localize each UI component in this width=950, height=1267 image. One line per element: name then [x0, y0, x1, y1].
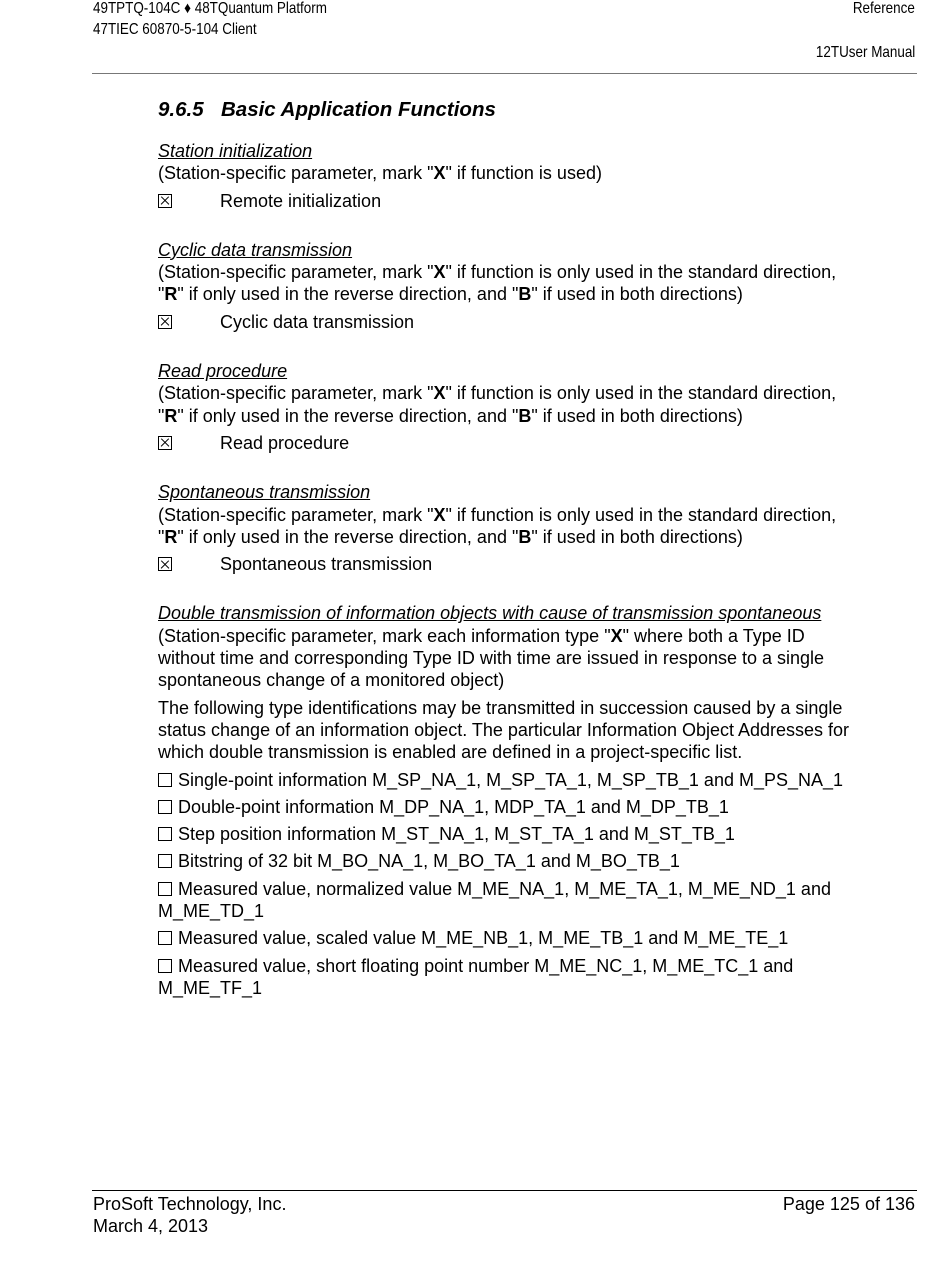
station-init-option	[158, 190, 858, 212]
empty-box-icon	[158, 827, 172, 841]
double-tx-title: Double transmission of information objects with cause of transmission spontaneous	[158, 603, 822, 624]
read-title: Read procedure	[158, 361, 288, 382]
header-product: 49TPTQ-104C ♦ 48TQuantum Platform	[93, 0, 327, 17]
spontaneous-title: Spontaneous transmission	[158, 482, 371, 503]
double-tx-paragraph: The following type identifications may be transmitted in succession caused by a single status change of an information object. The particular Information Object Addresses for which double transmission is enabled are defined in a project-specific list.	[158, 697, 850, 763]
checked-box-icon	[158, 557, 172, 571]
footer-date: March 4, 2013	[93, 1216, 209, 1236]
option-label: Cyclic data transmission	[220, 311, 415, 332]
section-title: Basic Application Functions	[221, 98, 496, 121]
type-id-option: Double-point information M_DP_NA_1, MDP_TA_1 and M_DP_TB_1	[158, 796, 858, 818]
cyclic-title: Cyclic data transmission	[158, 239, 353, 260]
header-protocol: 47TIEC 60870-5-104 Client	[93, 21, 257, 38]
empty-box-icon	[158, 882, 172, 896]
footer-page-number: Page 125 of 136	[782, 1194, 915, 1214]
section-number: 9.6.5	[158, 98, 204, 121]
double-tx-desc: (Station-specific parameter, mark each information type "X" where both a Type ID without time and corresponding Type ID with time are issued in response to a single spontaneous change of a monitored object)	[158, 625, 825, 691]
checked-box-icon	[158, 194, 172, 208]
checked-box-icon	[158, 315, 172, 329]
type-id-option: Measured value, normalized value M_ME_NA_1, M_ME_TA_1, M_ME_ND_1 and M_ME_TD_1	[158, 878, 831, 922]
header-divider	[92, 73, 917, 74]
section-heading	[158, 97, 858, 123]
cyclic-option	[158, 311, 858, 333]
spontaneous-desc: (Station-specific parameter, mark "X" if function is only used in the standard direction, "R" if only used in the reverse direction, and "B" if used in both directions)	[158, 504, 837, 547]
option-label: Spontaneous transmission	[220, 554, 433, 575]
header-manual: 12TUser Manual	[815, 44, 915, 61]
footer-company: ProSoft Technology, Inc.	[93, 1194, 287, 1214]
station-init-title: Station initialization	[158, 141, 313, 161]
type-id-option: Single-point information M_SP_NA_1, M_SP_TA_1, M_SP_TB_1 and M_PS_NA_1	[158, 769, 858, 791]
empty-box-icon	[158, 854, 172, 868]
spontaneous-option	[158, 553, 858, 575]
type-id-option: Measured value, scaled value M_ME_NB_1, M_ME_TB_1 and M_ME_TE_1	[158, 927, 858, 949]
empty-box-icon	[158, 800, 172, 814]
empty-box-icon	[158, 959, 172, 973]
read-desc: (Station-specific parameter, mark "X" if function is only used in the standard direction, "R" if only used in the reverse direction, and "B" if used in both directions)	[158, 383, 837, 426]
read-option	[158, 432, 858, 454]
station-init-desc: (Station-specific parameter, mark "X" if function is used)	[158, 163, 602, 184]
type-id-option: Step position information M_ST_NA_1, M_ST_TA_1 and M_ST_TB_1	[158, 823, 858, 845]
empty-box-icon	[158, 773, 172, 787]
header-section: Reference	[852, 0, 915, 17]
option-label: Read procedure	[220, 432, 350, 453]
footer-divider	[92, 1190, 917, 1191]
empty-box-icon	[158, 931, 172, 945]
type-id-option: Measured value, short floating point number M_ME_NC_1, M_ME_TC_1 and M_ME_TF_1	[158, 955, 794, 998]
checked-box-icon	[158, 436, 172, 450]
option-label: Remote initialization	[220, 190, 382, 211]
page-content	[158, 97, 858, 1004]
type-id-option: Bitstring of 32 bit M_BO_NA_1, M_BO_TA_1 and M_BO_TB_1	[158, 850, 858, 872]
cyclic-desc: (Station-specific parameter, mark "X" if function is only used in the standard direction, "R" if only used in the reverse direction, and "B" if used in both directions)	[158, 262, 837, 305]
